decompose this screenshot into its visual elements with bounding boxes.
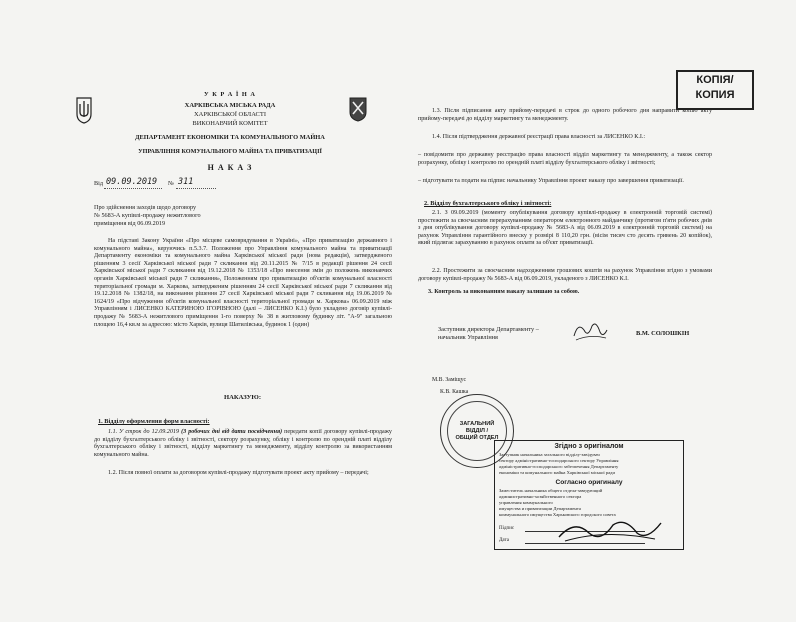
date-prefix: Від bbox=[94, 180, 103, 187]
order-date-line bbox=[94, 178, 314, 190]
oblast-heading: ХАРКІВСЬКОЇ ОБЛАСТІ bbox=[193, 111, 267, 118]
executor-2: К.В. Кашка bbox=[440, 389, 469, 395]
handwritten-signature-icon bbox=[570, 318, 610, 344]
directorate-heading: УПРАВЛІННЯ КОМУНАЛЬНОГО МАЙНА ТА ПРИВАТИЗАЦІЇ bbox=[138, 148, 322, 155]
stamp-line: економіки та комунального майна Харківської міської ради bbox=[499, 470, 615, 475]
p11-text: передати копії договору купівлі-продажу до відділу бухгалтерського обліку і звітності, сектору розрахунку, обліку і контролю по орендній платі відділу бухгалтерського обліку і звітності, відділу маркетингу та менеджменту, відділу контролю за використанням комунального майна. bbox=[94, 429, 392, 458]
section-2-title: 2. Відділу бухгалтерського обліку і звітності: bbox=[424, 200, 552, 207]
order-number: 311 bbox=[178, 177, 194, 187]
paragraph-1-1 bbox=[94, 429, 392, 459]
country-heading: У К Р А Ї Н А bbox=[204, 91, 256, 98]
subject-line: № 5683-А купівлі-продажу нежитлового bbox=[94, 212, 201, 219]
paragraph-1-4-a: – повідомити про державну реєстрацію права власності відділ маркетингу та менеджменту, а також сектор розрахунку, обліку і контролю по орендній платі відділу бухгалтерського обліку і звітності; bbox=[418, 152, 712, 166]
p11-deadline: 1.1. У строк до 12.09.2019 bbox=[108, 429, 180, 435]
paragraph-3: 3. Контроль за виконанням наказу залишаю за собою. bbox=[428, 288, 580, 295]
stamp-line: Заступник начальника загального відділу-завідувач bbox=[499, 452, 600, 457]
stamp-title-uk: Згідно з оригіналом bbox=[554, 443, 624, 450]
copy-stamp-line-1: КОПІЯ/ bbox=[696, 74, 734, 86]
stamp-signature-label: Підпис bbox=[499, 526, 515, 531]
section-1-title: 1. Відділу оформлення форм власності: bbox=[98, 418, 210, 425]
seal-line-1: ЗАГАЛЬНИЙ bbox=[459, 421, 495, 427]
stamp-line: управления коммунального bbox=[499, 500, 553, 505]
order-word: НАКАЗУЮ: bbox=[224, 394, 262, 401]
signature-role-line-1: Заступник директора Департаменту – bbox=[438, 326, 539, 333]
subject-line: Про здійснення заходів щодо договору bbox=[94, 204, 197, 211]
stamp-line: адміністративно-господарського забезпечення Департаменту bbox=[499, 464, 619, 469]
seal-line-3: ОБЩИЙ ОТДЕЛ bbox=[455, 435, 499, 441]
kharkiv-coat-of-arms-icon bbox=[348, 96, 368, 122]
committee-heading: ВИКОНАВЧИЙ КОМІТЕТ bbox=[192, 120, 268, 127]
subject-line: приміщення від 06.09.2019 bbox=[94, 220, 166, 227]
department-heading: ДЕПАРТАМЕНТ ЕКОНОМІКИ ТА КОМУНАЛЬНОГО МАЙНА bbox=[135, 134, 325, 141]
executor-1: М.В. Заміщус bbox=[432, 377, 467, 383]
paragraph-1-3: 1.3. Після підписання акту прийому-передачі в строк до одного робочого дня направити копію акту прийому-передачі до відділу маркетингу та менеджменту. bbox=[418, 108, 712, 122]
stamp-line: имущества и приватизации Департамента bbox=[499, 506, 581, 511]
number-prefix: № bbox=[168, 180, 174, 187]
council-heading: ХАРКІВСЬКА МІСЬКА РАДА bbox=[184, 102, 276, 109]
order-title: Н А К А З bbox=[207, 163, 253, 172]
paragraph-1-2: 1.2. Після повної оплати за договором купівлі-продажу підготувати проект акту прийому – передачі; bbox=[108, 470, 369, 476]
stamp-title-ru: Согласно оригиналу bbox=[555, 479, 623, 486]
stamp-line: административно-хозяйственного сектора bbox=[499, 494, 582, 499]
stamp-date-label: Дата bbox=[499, 538, 509, 543]
preamble-paragraph: На підставі Закону України «Про місцеве самоврядування в Україні», «Про приватизацію державного і комунального майна», керуючись п.5.3.7. Положення про Управління комунального майна та приватизації Департаменту економіки та комунального майна Харківської міської ради (нова редакція), затвердженого рішенням 3 сесії Харківської міської ради 7 скликання від 20.11.2015 № 7/15 в редакції рішення 24 сесії Харківської міської ради 7 скликання від 19.12.2018 № 1353/18 «Про внесення змін до положень виконавчих органів Харківської міської ради 7 скликання», Положенням про приватизацію об'єктів комунальної власності територіальної громади м. Харкова, затвердженим рішенням 24 сесії Харківської міської ради 7 скликання від 19.12.2018 № 1382/18, на виконання рішення 27 сесії Харківської міської ради 7 скликання від 19.06.2019 № 1624/19 «Про відчуження об'єктів комунальної власності територіальної громади м. Харкова» 06.09.2019 між Управлінням і ЛИСЕНКО КАТЕРИНОЮ ІГОРІВНОЮ (далі – ЛИСЕНКО К.І.) було укладено договір купівлі-продажу № 5683-А нежитлового приміщення 1-го поверху № 38 в житловому будинку літ. "А-9" загальною площею 16,4 кв.м за адресою: місто Харків, вулиця Шатилівська, будинок 1 (один) bbox=[94, 238, 392, 328]
paragraph-1-4-b: – підготувати та подати на підпис начальнику Управління проект наказу про завершення приватизації. bbox=[418, 178, 684, 184]
left-page bbox=[80, 88, 392, 608]
stamp-line: коммунального имущества Харьковского городского совета bbox=[499, 512, 616, 517]
conformity-stamp bbox=[494, 440, 684, 550]
signature-role-line-2: начальник Управління bbox=[438, 334, 498, 341]
seal-line-2: ВІДДІЛ / bbox=[465, 428, 489, 434]
paragraph-1-4: 1.4. Після підтвердження державної реєстрації права власності за ЛИСЕНКО К.І.: bbox=[432, 134, 646, 140]
stamp-line: сектору адміністративно-господарського сектору Управління bbox=[499, 458, 619, 463]
order-subject bbox=[94, 204, 274, 228]
p11-note: (3 робочих дні від дати посвідчення) bbox=[181, 429, 283, 435]
stamp-line: Заместитель начальника общего отдела-заведующий bbox=[499, 488, 603, 493]
paragraph-2-1: 2.1. З 09.09.2019 (моменту опублікування договору купівлі-продажу в електронній торговій системі) простежити за своєчасним перерахуванням оператором електронного майданчику (протягом п'яти робочих днів з дня опублікування договору купівлі-продажу № 5683-А від 06.09.2019 в електронній торговій системі) на рахунок Управління гарантійного внеску у розмірі 8 110,20 грн. (вісім тисяч сто десять гривень 20 копійок), який підлягає зарахуванню в рахунок оплати за об'єкт приватизації. bbox=[418, 210, 712, 247]
signatory-name: В.М. СОЛОШКІН bbox=[636, 330, 690, 337]
order-date: 09.09.2019 bbox=[106, 177, 158, 187]
stamp-signature-scribble-icon bbox=[555, 515, 665, 545]
copy-stamp-line-2: КОПИЯ bbox=[695, 89, 735, 101]
paragraph-2-2: 2.2. Простежити за своєчасним надходженням грошових коштів на рахунок Управління згідно з умовами договору купівлі-продажу № 5683-А від 06.09.2019, укладеного з ЛИСЕНКО К.І. bbox=[418, 268, 712, 282]
trident-emblem-icon bbox=[74, 96, 94, 124]
copy-stamp bbox=[676, 70, 754, 110]
